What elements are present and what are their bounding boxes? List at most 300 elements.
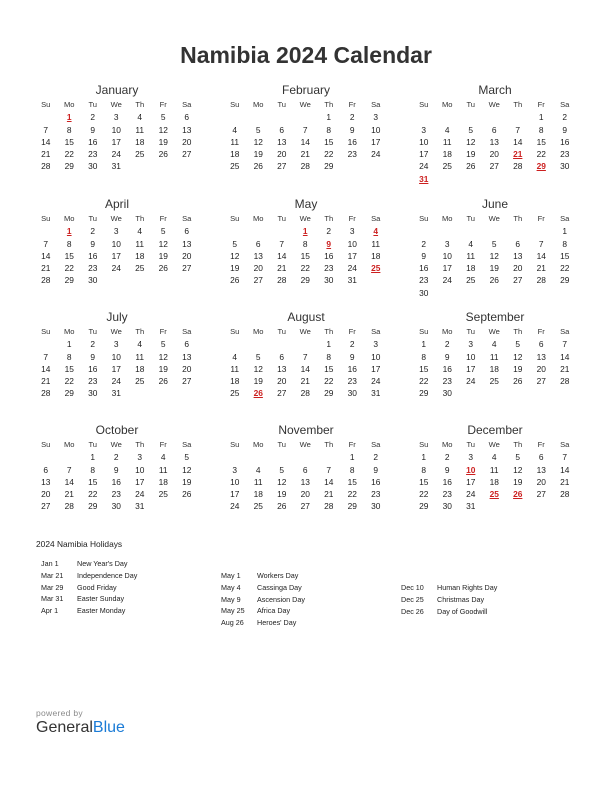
day-cell: 29 [347, 501, 357, 512]
day-cell: 7 [562, 452, 568, 463]
holiday-name: Day of Goodwill [437, 606, 488, 616]
day-cell: 3 [468, 339, 474, 350]
weekday-header: Su [230, 100, 240, 109]
holiday-name: Easter Sunday [77, 594, 125, 604]
day-cell: 11 [135, 238, 145, 249]
day-cell: 8 [90, 464, 96, 475]
day-cell: 2 [373, 452, 379, 463]
day-grid [412, 326, 577, 400]
day-cell: 12 [277, 476, 287, 487]
brand-name-part2: Blue [92, 719, 125, 736]
day-cell: 31 [111, 388, 121, 399]
empty-cell [34, 225, 58, 237]
empty-cell [412, 225, 436, 237]
day-cell: 13 [41, 476, 51, 487]
day-cell: 17 [371, 363, 381, 374]
day-cell: 22 [419, 376, 429, 387]
day-cell: 28 [513, 161, 523, 172]
empty-cell [247, 225, 271, 237]
day-cell: 10 [371, 351, 381, 362]
holiday-name: Cassinga Day [257, 582, 302, 592]
day-cell: 23 [442, 376, 452, 387]
day-cell: 3 [137, 452, 143, 463]
day-cell: 21 [41, 149, 51, 160]
day-cell: 15 [64, 250, 74, 261]
day-cell: 6 [279, 351, 285, 362]
weekday-header: Fr [348, 100, 356, 109]
day-cell: 15 [536, 136, 546, 147]
footer [36, 708, 125, 737]
empty-cell [247, 338, 271, 350]
holiday-name: Human Rights Day [437, 583, 498, 592]
day-cell: 27 [277, 161, 287, 172]
day-cell: 8 [538, 124, 544, 135]
holiday-name: Good Friday [77, 582, 117, 592]
empty-cell [436, 225, 460, 237]
holiday-day-cell: 10 [466, 464, 476, 475]
day-cell: 12 [253, 136, 263, 147]
holiday-name: New Year's Day [77, 559, 128, 568]
day-cell: 26 [466, 161, 476, 172]
day-cell: 12 [513, 464, 523, 475]
month-name: November [278, 423, 334, 437]
day-cell: 8 [326, 351, 332, 362]
holiday-entry [401, 594, 497, 606]
day-cell: 19 [253, 149, 263, 160]
day-cell: 7 [66, 464, 72, 475]
weekday-header: Sa [182, 440, 192, 449]
day-cell: 23 [88, 376, 98, 387]
day-cell: 29 [560, 275, 570, 286]
day-cell: 31 [371, 388, 381, 399]
day-cell: 24 [371, 149, 381, 160]
day-cell: 16 [347, 363, 357, 374]
empty-cell [459, 111, 483, 123]
day-cell: 19 [489, 263, 499, 274]
weekday-header: Tu [277, 327, 287, 336]
holiday-column [401, 582, 497, 617]
day-cell: 2 [90, 339, 96, 350]
weekday-header: Th [513, 440, 523, 449]
holidays-heading: 2024 Namibia Holidays [36, 539, 123, 549]
day-cell: 5 [468, 124, 474, 135]
day-cell: 20 [182, 136, 192, 147]
day-cell: 27 [41, 501, 51, 512]
day-cell: 7 [302, 124, 308, 135]
day-cell: 5 [232, 238, 238, 249]
day-cell: 23 [560, 149, 570, 160]
holiday-entry [41, 558, 137, 570]
day-cell: 25 [230, 388, 240, 399]
day-cell: 19 [253, 376, 263, 387]
day-cell: 9 [349, 124, 355, 135]
empty-cell [506, 225, 530, 237]
day-cell: 22 [536, 149, 546, 160]
day-cell: 4 [468, 238, 474, 249]
weekday-header: We [299, 100, 311, 109]
day-grid [412, 213, 577, 299]
weekday-header: Tu [466, 214, 476, 223]
holiday-entry [41, 582, 137, 594]
holiday-entry [221, 582, 305, 594]
holiday-name: Independence Day [77, 570, 138, 580]
day-cell: 27 [536, 376, 546, 387]
weekday-header: Fr [159, 440, 167, 449]
day-cell: 10 [347, 238, 357, 249]
day-cell: 2 [444, 339, 450, 350]
day-cell: 27 [182, 376, 192, 387]
holiday-name: Africa Day [257, 606, 291, 616]
day-cell: 22 [324, 149, 334, 160]
day-cell: 19 [182, 476, 192, 487]
day-cell: 25 [158, 489, 168, 500]
weekday-header: Su [419, 440, 429, 449]
day-cell: 14 [41, 250, 51, 261]
day-cell: 18 [158, 476, 168, 487]
month-name: April [104, 197, 129, 211]
weekday-header: We [110, 440, 122, 449]
holiday-column [221, 570, 305, 629]
day-cell: 8 [66, 238, 72, 249]
weekday-header: Sa [371, 327, 381, 336]
day-cell: 9 [113, 464, 119, 475]
day-cell: 5 [491, 238, 497, 249]
day-cell: 7 [538, 238, 544, 249]
day-cell: 8 [421, 464, 427, 475]
day-cell: 25 [489, 376, 499, 387]
empty-cell [530, 225, 554, 237]
weekday-header: We [488, 440, 500, 449]
empty-cell [247, 111, 271, 123]
weekday-header: Tu [277, 440, 287, 449]
day-cell: 24 [230, 501, 240, 512]
day-cell: 30 [560, 161, 570, 172]
weekday-header: Su [230, 327, 240, 336]
day-cell: 9 [90, 238, 96, 249]
day-cell: 16 [371, 476, 381, 487]
weekday-header: Su [419, 214, 429, 223]
day-cell: 23 [324, 263, 334, 274]
day-cell: 15 [347, 476, 357, 487]
day-cell: 11 [230, 136, 240, 147]
day-cell: 23 [347, 376, 357, 387]
day-cell: 28 [560, 376, 570, 387]
day-cell: 1 [66, 339, 72, 350]
day-cell: 27 [277, 388, 287, 399]
day-cell: 13 [182, 351, 192, 362]
day-cell: 31 [111, 161, 121, 172]
day-cell: 20 [536, 476, 546, 487]
holiday-date: Aug 26 [221, 618, 244, 628]
day-cell: 15 [560, 250, 570, 261]
weekday-header: Sa [182, 327, 192, 336]
holiday-entry [221, 594, 305, 606]
weekday-header: Sa [182, 100, 192, 109]
weekday-header: Th [135, 327, 145, 336]
day-cell: 21 [560, 363, 570, 374]
day-cell: 23 [111, 489, 121, 500]
holiday-name: Heroes' Day [257, 618, 297, 628]
day-cell: 25 [135, 376, 145, 387]
weekday-header: Su [230, 440, 240, 449]
holiday-day-cell: 29 [536, 161, 546, 172]
day-cell: 7 [515, 124, 521, 135]
day-cell: 27 [513, 275, 523, 286]
day-grid [34, 213, 199, 287]
empty-cell [483, 225, 507, 237]
weekday-header: We [110, 327, 122, 336]
day-cell: 24 [466, 376, 476, 387]
day-cell: 18 [466, 263, 476, 274]
weekday-header: Tu [88, 100, 98, 109]
day-cell: 17 [419, 149, 429, 160]
day-cell: 14 [300, 136, 310, 147]
weekday-header: Mo [441, 440, 453, 449]
holiday-entry [221, 605, 305, 617]
day-cell: 18 [135, 250, 145, 261]
day-cell: 21 [560, 476, 570, 487]
weekday-header: Sa [560, 327, 570, 336]
day-cell: 11 [230, 363, 240, 374]
day-cell: 9 [90, 351, 96, 362]
day-cell: 5 [515, 339, 521, 350]
weekday-header: Sa [182, 214, 192, 223]
weekday-header: Tu [88, 440, 98, 449]
day-cell: 22 [64, 149, 74, 160]
day-cell: 30 [442, 501, 452, 512]
day-cell: 22 [324, 376, 334, 387]
day-cell: 6 [184, 226, 190, 237]
day-cell: 11 [466, 250, 476, 261]
day-cell: 10 [442, 250, 452, 261]
day-cell: 7 [279, 238, 285, 249]
empty-cell [294, 111, 318, 123]
day-cell: 23 [371, 489, 381, 500]
holiday-day-cell: 1 [66, 226, 72, 237]
day-cell: 24 [371, 376, 381, 387]
day-cell: 6 [184, 339, 190, 350]
day-cell: 5 [160, 226, 166, 237]
holiday-entry [401, 582, 497, 594]
day-cell: 2 [326, 226, 332, 237]
day-grid [412, 439, 577, 513]
day-cell: 1 [538, 112, 544, 123]
day-cell: 27 [182, 149, 192, 160]
holiday-entry [221, 570, 305, 582]
day-cell: 28 [560, 489, 570, 500]
day-cell: 25 [135, 149, 145, 160]
day-cell: 18 [135, 363, 145, 374]
weekday-header: Th [513, 327, 523, 336]
holiday-date: Dec 25 [401, 594, 424, 604]
day-cell: 19 [158, 363, 168, 374]
holiday-day-cell: 1 [66, 112, 72, 123]
day-cell: 5 [184, 452, 190, 463]
day-cell: 22 [419, 489, 429, 500]
day-grid [223, 213, 388, 287]
day-cell: 25 [230, 161, 240, 172]
day-cell: 10 [230, 476, 240, 487]
day-cell: 1 [421, 452, 427, 463]
day-cell: 7 [302, 351, 308, 362]
day-cell: 16 [419, 263, 429, 274]
day-cell: 4 [137, 226, 143, 237]
day-cell: 18 [371, 250, 381, 261]
weekday-header: Sa [560, 440, 570, 449]
weekday-header: Sa [560, 214, 570, 223]
holiday-day-cell: 26 [513, 489, 523, 500]
weekday-header: Su [419, 327, 429, 336]
weekday-header: Mo [63, 214, 75, 223]
weekday-header: Fr [537, 214, 545, 223]
day-cell: 12 [158, 351, 168, 362]
day-cell: 26 [277, 501, 287, 512]
day-cell: 9 [349, 351, 355, 362]
day-cell: 10 [135, 464, 145, 475]
month-name: July [106, 310, 128, 324]
day-cell: 8 [66, 351, 72, 362]
holiday-date: Jan 1 [41, 559, 59, 568]
holiday-day-cell: 31 [419, 173, 429, 184]
day-cell: 14 [64, 476, 74, 487]
day-cell: 9 [90, 124, 96, 135]
day-cell: 3 [349, 226, 355, 237]
day-cell: 27 [489, 161, 499, 172]
day-cell: 21 [536, 263, 546, 274]
day-cell: 10 [111, 351, 121, 362]
day-cell: 25 [253, 501, 263, 512]
weekday-header: Tu [88, 214, 98, 223]
day-cell: 29 [64, 161, 74, 172]
day-cell: 21 [41, 263, 51, 274]
day-cell: 28 [41, 388, 51, 399]
month-name: October [95, 423, 139, 437]
day-cell: 18 [442, 149, 452, 160]
empty-cell [34, 111, 58, 123]
day-cell: 8 [562, 238, 568, 249]
holiday-date: Mar 21 [41, 570, 64, 580]
day-cell: 6 [515, 238, 521, 249]
day-cell: 22 [64, 376, 74, 387]
weekday-header: Th [324, 214, 334, 223]
day-cell: 13 [489, 136, 499, 147]
day-cell: 20 [277, 149, 287, 160]
day-cell: 10 [371, 124, 381, 135]
day-cell: 26 [158, 263, 168, 274]
day-cell: 20 [513, 263, 523, 274]
weekday-header: Tu [277, 214, 287, 223]
day-cell: 14 [513, 136, 523, 147]
day-cell: 29 [64, 275, 74, 286]
day-cell: 4 [255, 464, 261, 475]
weekday-header: Su [41, 100, 51, 109]
day-cell: 16 [88, 250, 98, 261]
empty-cell [34, 338, 58, 350]
weekday-header: We [488, 214, 500, 223]
day-cell: 30 [442, 388, 452, 399]
day-cell: 12 [466, 136, 476, 147]
day-cell: 15 [324, 136, 334, 147]
day-cell: 4 [232, 351, 238, 362]
day-cell: 24 [466, 489, 476, 500]
day-cell: 14 [536, 250, 546, 261]
day-cell: 1 [326, 339, 332, 350]
empty-cell [412, 111, 436, 123]
day-cell: 16 [111, 476, 121, 487]
holiday-date: Mar 29 [41, 582, 64, 592]
day-cell: 27 [182, 263, 192, 274]
holiday-day-cell: 1 [302, 226, 308, 237]
day-cell: 1 [349, 452, 355, 463]
day-cell: 17 [111, 136, 121, 147]
day-cell: 7 [562, 339, 568, 350]
day-cell: 9 [562, 124, 568, 135]
day-cell: 4 [232, 124, 238, 135]
day-cell: 6 [184, 112, 190, 123]
day-cell: 19 [277, 489, 287, 500]
day-cell: 14 [300, 363, 310, 374]
day-cell: 27 [300, 501, 310, 512]
day-cell: 6 [538, 452, 544, 463]
empty-cell [247, 451, 271, 463]
day-cell: 20 [182, 363, 192, 374]
day-cell: 26 [489, 275, 499, 286]
day-cell: 22 [300, 263, 310, 274]
day-cell: 4 [160, 452, 166, 463]
day-cell: 31 [135, 501, 145, 512]
weekday-header: Tu [466, 440, 476, 449]
day-grid [223, 99, 388, 173]
empty-cell [436, 111, 460, 123]
day-cell: 17 [135, 476, 145, 487]
day-cell: 3 [373, 339, 379, 350]
day-cell: 21 [277, 263, 287, 274]
day-cell: 3 [232, 464, 238, 475]
weekday-header: Th [135, 214, 145, 223]
day-cell: 2 [90, 112, 96, 123]
day-cell: 6 [255, 238, 261, 249]
empty-cell [294, 451, 318, 463]
empty-cell [223, 451, 247, 463]
holiday-date: Mar 31 [41, 594, 64, 604]
day-cell: 28 [536, 275, 546, 286]
day-cell: 3 [421, 124, 427, 135]
day-cell: 31 [347, 275, 357, 286]
day-cell: 18 [253, 489, 263, 500]
day-cell: 31 [466, 501, 476, 512]
day-cell: 11 [135, 351, 145, 362]
holiday-entry [221, 617, 305, 629]
month-name: January [95, 83, 139, 97]
day-cell: 12 [253, 363, 263, 374]
weekday-header: Sa [371, 100, 381, 109]
day-cell: 16 [88, 136, 98, 147]
weekday-header: Mo [441, 214, 453, 223]
empty-cell [223, 111, 247, 123]
holiday-name: Easter Monday [77, 606, 126, 616]
day-cell: 30 [88, 388, 98, 399]
weekday-header: Fr [159, 214, 167, 223]
day-cell: 12 [158, 238, 168, 249]
empty-cell [459, 225, 483, 237]
holiday-entry [401, 606, 497, 618]
day-cell: 5 [160, 339, 166, 350]
page-title: Namibia 2024 Calendar [180, 42, 432, 68]
day-cell: 18 [230, 149, 240, 160]
day-cell: 30 [111, 501, 121, 512]
day-grid [34, 99, 199, 173]
weekday-header: Mo [252, 327, 264, 336]
